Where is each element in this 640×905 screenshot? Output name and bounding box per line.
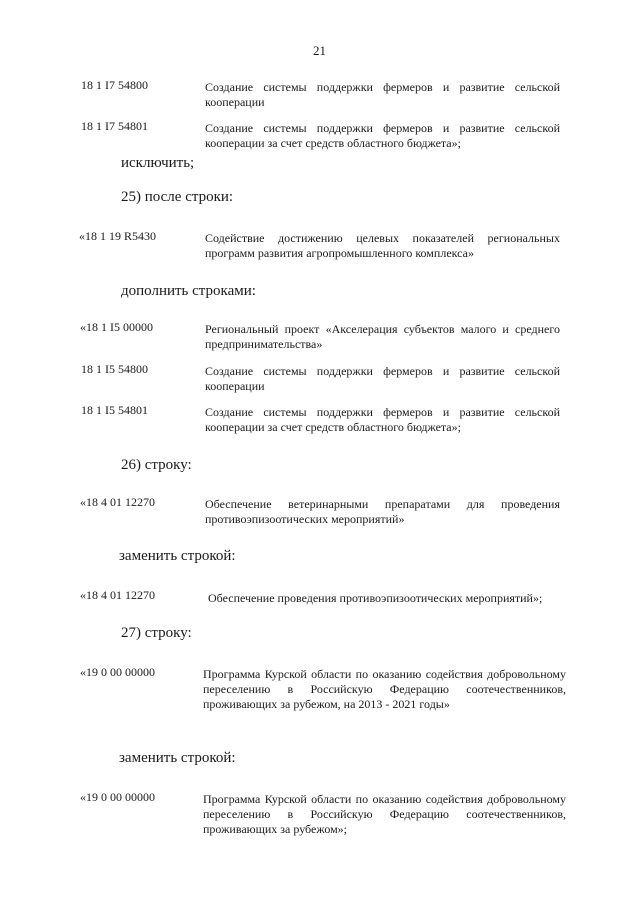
row-code: «19 0 00 00000 [80,665,155,679]
instruction-paragraph-25: 25) после строки: [121,189,234,205]
row-text: Содействие достижению целевых показателей региональных программ развития агропромышленного комплекса» [205,231,560,260]
instruction-paragraph-26: 26) строку: [121,457,192,473]
instruction-paragraph-27: 27) строку: [121,625,192,641]
instruction-replace: заменить строкой: [119,548,236,564]
row-text: Программа Курской области по оказанию содействия добровольному переселению в Российскую Федерацию соотечественников, проживающих за рубежом»; [203,792,566,836]
row-code: «18 4 01 12270 [80,495,155,509]
row-code: «18 1 19 R5430 [79,229,157,243]
row-code: 18 1 I5 54800 [81,362,148,376]
row-code: 18 1 I5 54801 [81,403,148,417]
row-text: Создание системы поддержки фермеров и развитие сельской кооперации за счет средств областного бюджета»; [205,121,560,150]
instruction-add-rows: дополнить строками: [121,283,256,299]
row-text: Создание системы поддержки фермеров и развитие сельской кооперации за счет средств областного бюджета»; [205,405,560,434]
row-code: «19 0 00 00000 [80,790,155,804]
row-text: Создание системы поддержки фермеров и развитие сельской кооперации [205,364,560,393]
row-text: Создание системы поддержки фермеров и развитие сельской кооперации [205,80,560,109]
instruction-replace: заменить строкой: [119,750,236,766]
instruction-exclude: исключить; [121,155,195,171]
row-text: Обеспечение ветеринарными препаратами для проведения противоэпизоотических мероприятий» [205,497,560,526]
row-code: 18 1 I7 54800 [81,78,148,92]
row-text: Обеспечение проведения противоэпизоотических мероприятий»; [208,591,543,605]
row-code: «18 1 I5 00000 [80,320,153,334]
page-number: 21 [313,43,326,58]
row-code: 18 1 I7 54801 [81,119,148,133]
row-code: «18 4 01 12270 [80,588,155,602]
row-text: Программа Курской области по оказанию содействия добровольному переселению в Российскую Федерацию соотечественников, проживающих за рубежом, на 2013 - 2021 годы» [203,667,566,711]
row-text: Региональный проект «Акселерация субъектов малого и среднего предпринимательства» [205,322,560,351]
